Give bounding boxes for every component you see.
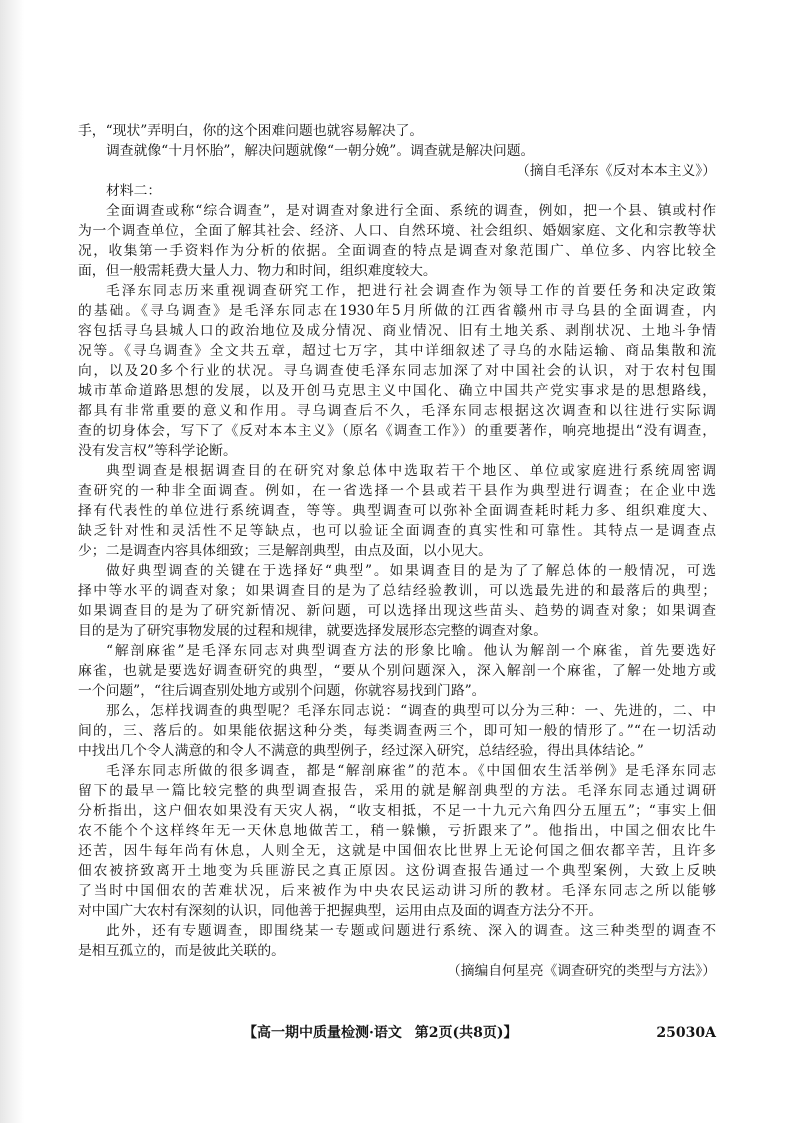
text-line: 的基础。《寻乌调查》是毛泽东同志在1930年5月所做的江西省赣州市寻乌县的全面调查，内 [78,303,716,319]
footer-paper-code: 25030A [656,1025,716,1041]
text-line: “解剖麻雀”是毛泽东同志对典型调查方法的形象比喻。他认为解剖一个麻雀，首先要选好 [106,643,716,659]
text-line: 城市革命道路思想的发展，以及开创马克思主义中国化、确立中国共产党实事求是的思想路线， [78,383,716,399]
paragraph [78,121,716,141]
text-line: 中找出几个令人满意的和令人不满意的典型例子，经过深入研究，总结经验，得出具体结论。” [78,743,644,759]
paragraph [78,201,716,281]
text-line: 了当时中国佃农的苦难状况，后来被作为中央农民运动讲习所的教材。毛泽东同志之所以能够 [78,883,716,899]
text-line: 查研究的一种非全面调查。例如，在一省选择一个县或若干县作为典型进行调查；在企业中选 [78,483,716,499]
text-line: 调查就像“十月怀胎”，解决问题就像“一朝分娩”。调查就是解决问题。 [106,143,535,159]
text-line: 为一个调查单位，全面了解其社会、经济、人口、自然环境、社会组织、婚姻家庭、文化和宗教等状 [78,223,716,239]
source-citation: （摘自毛泽东《反对本本主义》） [515,163,716,179]
paragraph [78,561,716,641]
text-line: 是相互孤立的，而是彼此关联的。 [78,943,285,959]
text-line: 缺乏针对性和灵活性不足等缺点，也可以验证全面调查的真实性和可靠性。其特点一是调查点 [78,523,716,539]
text-line: 少；二是调查内容具体细致；三是解剖典型，由点及面，以小见大。 [78,543,492,559]
paragraph [78,701,716,761]
text-line: 向，以及20多个行业的状况。寻乌调查使毛泽东同志加深了对中国社会的认识，对于农村包围 [78,363,716,379]
paragraph [78,141,716,161]
page-footer [0,1023,794,1043]
text-line: 容包括寻乌县城人口的政治地位及成分情况、商业情况、旧有土地关系、剥削状况、土地斗争情 [78,323,716,339]
text-line: 典型调查是根据调查目的在研究对象总体中选取若干个地区、单位或家庭进行系统周密调 [106,463,716,479]
paragraph [78,921,716,961]
text-line: 查的切身体会，写下了《反对本本主义》（原名《调查工作》）的重要著作，响亮地提出“没有调查， [78,423,716,439]
text-line: 麻雀，也就是要选好调查研究的典型，“要从个别问题深入，深入解剖一个麻雀，了解一处地方或 [78,663,716,679]
text-line: 农不能个个这样终年无一天休息地做苦工，稍一躲懒，亏折跟来了”。他指出，中国之佃农比牛 [78,823,716,839]
material-label: 材料二： [106,183,162,199]
scan-edge [0,0,24,1123]
text-line: 还苦，因牛每年尚有休息，人则全无，这就是中国佃农比世界上无论何国之佃农都辛苦，且许多 [78,843,716,859]
text-line: 都具有非常重要的意义和作用。寻乌调查后不久，毛泽东同志根据这次调查和以往进行实际调 [78,403,716,419]
text-line: 一个问题”，“往后调查别处地方或别个问题，你就容易找到门路”。 [78,683,486,699]
text-line: 择有代表性的单位进行系统调查，等等。典型调查可以弥补全面调查耗时耗力多、组织难度大、 [78,503,716,519]
text-line: 况，收集第一手资料作为分析的依据。全面调查的特点是调查对象范围广、单位多、内容比较全 [78,243,716,259]
text-line: 目的是为了研究事物发展的过程和规律，就要选择发展形态完整的调查对象。 [78,623,548,639]
text-line: 毛泽东同志所做的很多调查，都是“解剖麻雀”的范本。《中国佃农生活举例》是毛泽东同志 [106,763,716,779]
source-citation: （摘编自何星亮《调查研究的类型与方法》） [446,963,716,979]
paragraph [78,641,716,701]
text-line: 佃农被挤致离开土地变为兵匪游民之真正原因。这份调查报告通过一个典型案例，大致上反映 [78,863,716,879]
text-line: 间的，三、落后的。如果能依据这种分类，每类调查两三个，即可知一般的情形了。”“在一切活动 [78,723,716,739]
text-line: 留下的最早一篇比较完整的典型调查报告，采用的就是解剖典型的方法。毛泽东同志通过调研 [78,783,716,799]
paragraph [78,761,716,921]
text-line: 况等。《寻乌调查》全文共五章，超过七万字，其中详细叙述了寻乌的水陆运输、商品集散和流 [78,343,716,359]
text-line: 手，“现状”弄明白，你的这个困难问题也就容易解决了。 [78,123,424,139]
paragraph [78,281,716,461]
paragraph [78,461,716,561]
text-line: 毛泽东同志历来重视调查研究工作，把进行社会调查作为领导工作的首要任务和决定政策 [106,283,716,299]
text-line: 没有发言权”等科学论断。 [78,443,237,459]
footer-exam-title: 【高一期中质量检测·语文 第2页(共8页)】 [243,1025,518,1041]
text-line: 择中等水平的调查对象；如果调查目的是为了总结经验教训，可以选最先进的和最落后的典型； [78,583,716,599]
text-line: 做好典型调查的关键在于选择好“典型”。如果调查目的是为了了解总体的一般情况，可选 [106,563,716,579]
text-line: 那么，怎样找调查的典型呢？毛泽东同志说：“调查的典型可以分为三种：一、先进的，二、中 [106,703,716,719]
text-line: 对中国广大农村有深刻的认识，同他善于把握典型，运用由点及面的调查方法分不开。 [78,903,603,919]
text-body [78,121,716,981]
text-line: 如果调查目的是为了研究新情况、新问题，可以选择出现这些苗头、趋势的调查对象；如果调查 [78,603,716,619]
text-line: 全面调查或称“综合调查”，是对调查对象进行全面、系统的调查，例如，把一个县、镇或村作 [106,203,716,219]
text-line: 分析指出，这户佃农如果没有天灾人祸，“收支相抵，不足一十九元六角四分五厘五”；“事实上佃 [78,803,716,819]
text-line: 此外，还有专题调查，即围绕某一专题或问题进行系统、深入的调查。这三种类型的调查不 [106,923,716,939]
text-line: 面，但一般需耗费大量人力、物力和时间，组织难度较大。 [78,263,437,279]
